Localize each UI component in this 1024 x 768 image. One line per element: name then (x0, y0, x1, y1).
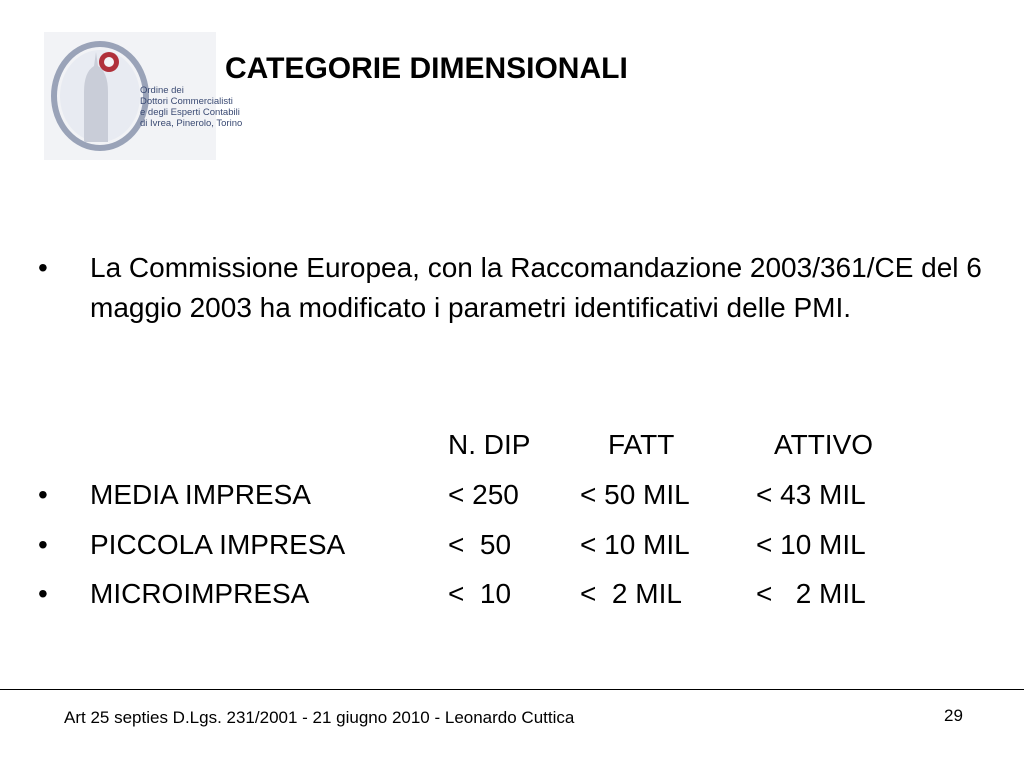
footer-divider (0, 689, 1024, 690)
header-fatt: FATT (608, 429, 675, 460)
row-label-micro: MICROIMPRESA (90, 578, 310, 609)
cell-fatt: < 10 MIL (580, 529, 690, 560)
bullet-marker: • (38, 252, 48, 283)
organization-logo (44, 32, 243, 160)
cell-fatt: < 50 MIL (580, 479, 690, 510)
bullet-marker: • (38, 529, 48, 560)
logo-text (140, 85, 242, 129)
slide-title: CATEGORIE DIMENSIONALI (225, 52, 628, 85)
page-number: 29 (944, 706, 963, 725)
logo-line: Dottori Commercialisti (140, 96, 233, 107)
cell-attivo: < 2 MIL (756, 578, 866, 609)
cell-dip: < 10 (448, 578, 512, 609)
bullet-marker: • (38, 578, 48, 609)
cell-attivo: < 10 MIL (756, 529, 866, 560)
cell-dip: < 50 (448, 529, 512, 560)
cell-fatt: < 2 MIL (580, 578, 682, 609)
bullet-marker: • (38, 479, 48, 510)
row-label-piccola: PICCOLA IMPRESA (90, 529, 346, 560)
header-n-dip: N. DIP (448, 429, 531, 460)
header-attivo: ATTIVO (774, 429, 874, 460)
cell-attivo: < 43 MIL (756, 479, 866, 510)
row-label-media: MEDIA IMPRESA (90, 479, 311, 510)
intro-paragraph: La Commissione Europea, con la Raccomandazione 2003/361/CE del 6 maggio 2003 ha modificato i parametri identificativi delle PMI. (90, 252, 982, 323)
footer-caption: Art 25 septies D.Lgs. 231/2001 - 21 giugno 2010 - Leonardo Cuttica (64, 708, 575, 727)
cell-dip: < 250 (448, 479, 519, 510)
logo-line: Ordine dei (140, 85, 184, 96)
logo-line: di Ivrea, Pinerolo, Torino (140, 118, 243, 129)
logo-line: e degli Esperti Contabili (140, 107, 240, 118)
